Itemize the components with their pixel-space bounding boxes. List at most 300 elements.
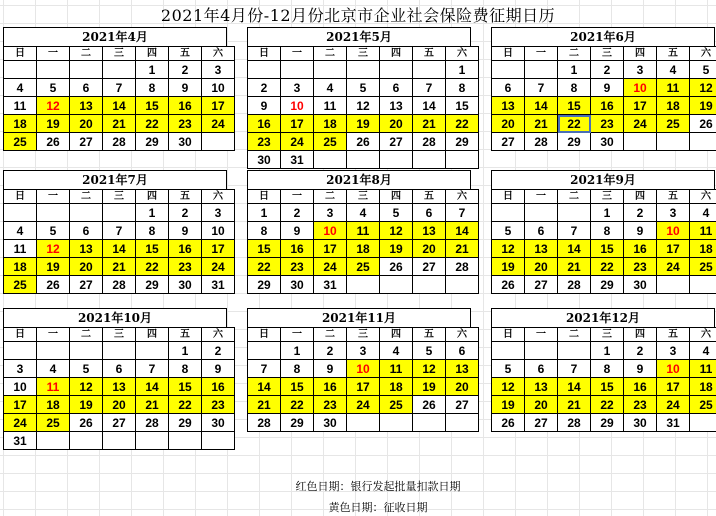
weekday-header: 五 [413,328,446,342]
day-cell[interactable]: 16 [248,115,281,133]
day-cell[interactable]: 15 [281,378,314,396]
day-cell[interactable]: 28 [525,133,558,151]
day-cell[interactable]: 4 [347,204,380,222]
day-cell[interactable]: 19 [347,115,380,133]
day-cell[interactable]: 2 [624,204,657,222]
day-cell[interactable]: 13 [103,378,136,396]
page-title: 2021年4月份-12月份北京市企业社会保险费征期日历 [160,6,556,25]
day-cell[interactable]: 2 [169,61,202,79]
day-cell[interactable]: 15 [591,378,624,396]
day-cell[interactable]: 8 [591,222,624,240]
day-cell[interactable]: 17 [281,115,314,133]
day-cell[interactable]: 23 [281,258,314,276]
day-cell[interactable]: 3 [624,61,657,79]
day-cell[interactable]: 11 [380,360,413,378]
day-cell[interactable]: 19 [413,378,446,396]
day-cell[interactable]: 25 [4,276,37,294]
day-cell[interactable]: 8 [136,222,169,240]
day-cell[interactable]: 11 [4,240,37,258]
day-cell[interactable]: 2 [591,61,624,79]
day-cell[interactable]: 5 [37,222,70,240]
day-cell[interactable]: 19 [492,396,525,414]
day-cell[interactable]: 15 [558,97,591,115]
day-cell[interactable]: 21 [525,115,558,133]
day-cell[interactable]: 12 [70,378,103,396]
day-cell[interactable]: 11 [37,378,70,396]
empty-cell [657,133,690,151]
day-cell[interactable]: 14 [103,240,136,258]
day-cell[interactable]: 18 [314,115,347,133]
day-cell[interactable]: 3 [202,204,235,222]
day-cell[interactable]: 15 [591,240,624,258]
day-cell[interactable]: 24 [624,115,657,133]
day-cell[interactable]: 19 [37,115,70,133]
day-cell[interactable]: 1 [591,342,624,360]
empty-cell [314,151,347,169]
day-cell[interactable]: 4 [690,342,716,360]
day-cell[interactable]: 18 [690,240,716,258]
day-cell[interactable]: 12 [492,240,525,258]
weekday-header: 三 [103,47,136,61]
day-cell[interactable]: 29 [446,133,479,151]
day-cell[interactable]: 20 [70,258,103,276]
day-cell[interactable]: 6 [103,360,136,378]
day-cell[interactable]: 19 [70,396,103,414]
day-cell[interactable]: 14 [446,222,479,240]
day-cell[interactable]: 15 [446,97,479,115]
day-cell[interactable]: 7 [103,222,136,240]
day-cell[interactable]: 25 [347,258,380,276]
day-cell[interactable]: 28 [136,414,169,432]
day-cell[interactable]: 9 [624,360,657,378]
day-cell[interactable]: 26 [347,133,380,151]
day-cell[interactable]: 7 [248,360,281,378]
day-cell[interactable]: 7 [446,204,479,222]
day-cell[interactable]: 21 [136,396,169,414]
day-cell[interactable]: 16 [202,378,235,396]
day-cell[interactable]: 23 [314,396,347,414]
day-cell[interactable]: 19 [37,258,70,276]
day-cell[interactable]: 29 [248,276,281,294]
day-cell[interactable]: 9 [169,79,202,97]
day-cell[interactable]: 9 [169,222,202,240]
day-cell[interactable]: 5 [690,61,716,79]
day-cell[interactable]: 2 [169,204,202,222]
day-cell[interactable]: 7 [525,79,558,97]
day-cell[interactable]: 30 [169,276,202,294]
day-cell[interactable]: 17 [657,378,690,396]
day-cell[interactable]: 20 [103,396,136,414]
day-cell[interactable]: 30 [202,414,235,432]
day-cell[interactable]: 22 [591,258,624,276]
day-cell[interactable]: 24 [347,396,380,414]
month-calendar [3,308,227,450]
day-cell[interactable]: 27 [525,414,558,432]
day-cell[interactable]: 14 [558,378,591,396]
weekday-header: 二 [558,328,591,342]
day-cell[interactable]: 5 [413,342,446,360]
day-cell[interactable]: 11 [314,97,347,115]
day-cell[interactable]: 5 [492,360,525,378]
day-cell[interactable]: 4 [4,79,37,97]
day-cell[interactable]: 15 [136,240,169,258]
day-cell[interactable]: 28 [103,133,136,151]
day-cell[interactable]: 9 [202,360,235,378]
day-cell[interactable]: 31 [657,414,690,432]
day-cell[interactable]: 10 [202,222,235,240]
day-cell[interactable]: 30 [248,151,281,169]
day-cell[interactable]: 8 [248,222,281,240]
empty-cell [4,204,37,222]
day-cell[interactable]: 4 [380,342,413,360]
day-cell[interactable]: 19 [380,240,413,258]
day-cell[interactable]: 16 [591,97,624,115]
day-cell[interactable]: 12 [37,240,70,258]
day-cell[interactable]: 29 [591,276,624,294]
day-cell[interactable]: 30 [591,133,624,151]
day-cell[interactable]: 16 [314,378,347,396]
day-cell[interactable]: 13 [380,97,413,115]
day-cell[interactable]: 13 [525,378,558,396]
day-cell[interactable]: 5 [70,360,103,378]
day-cell[interactable]: 20 [70,115,103,133]
day-cell[interactable]: 6 [446,342,479,360]
day-cell[interactable]: 29 [281,414,314,432]
day-cell[interactable]: 31 [202,276,235,294]
day-cell[interactable]: 27 [70,276,103,294]
day-cell[interactable]: 3 [281,79,314,97]
day-cell[interactable]: 23 [591,115,624,133]
day-cell[interactable]: 27 [492,133,525,151]
day-cell[interactable]: 26 [690,115,716,133]
day-cell[interactable]: 5 [37,79,70,97]
day-cell[interactable]: 22 [136,258,169,276]
day-cell[interactable]: 16 [169,240,202,258]
day-cell[interactable]: 21 [103,115,136,133]
day-cell[interactable]: 12 [380,222,413,240]
day-cell[interactable]: 20 [446,378,479,396]
day-cell[interactable]: 10 [657,360,690,378]
day-cell[interactable]: 26 [492,414,525,432]
day-cell[interactable]: 17 [202,240,235,258]
day-cell[interactable]: 8 [136,79,169,97]
day-cell[interactable]: 18 [37,396,70,414]
day-cell[interactable]: 20 [525,396,558,414]
day-cell[interactable]: 10 [657,222,690,240]
day-cell[interactable]: 3 [4,360,37,378]
day-cell[interactable]: 29 [558,133,591,151]
day-cell[interactable]: 10 [624,79,657,97]
day-cell[interactable]: 1 [446,61,479,79]
day-cell[interactable]: 6 [70,222,103,240]
weekday-header: 六 [690,47,716,61]
day-cell[interactable]: 27 [525,276,558,294]
day-cell[interactable]: 3 [202,61,235,79]
day-cell[interactable]: 16 [624,378,657,396]
day-cell[interactable]: 29 [136,276,169,294]
day-cell[interactable]: 2 [314,342,347,360]
day-cell[interactable]: 18 [347,240,380,258]
day-cell[interactable]: 17 [624,97,657,115]
day-cell[interactable]: 29 [169,414,202,432]
day-cell[interactable]: 25 [657,115,690,133]
day-cell[interactable]: 20 [380,115,413,133]
day-cell[interactable]: 31 [314,276,347,294]
month-title: 2021年4月 [3,27,227,46]
day-cell[interactable]: 25 [690,396,716,414]
day-cell[interactable]: 14 [525,97,558,115]
day-cell[interactable]: 11 [690,360,716,378]
day-cell[interactable]: 14 [248,378,281,396]
day-cell[interactable]: 1 [136,204,169,222]
day-cell[interactable]: 3 [347,342,380,360]
day-cell[interactable]: 11 [347,222,380,240]
day-cell[interactable]: 30 [314,414,347,432]
day-cell[interactable]: 6 [525,222,558,240]
day-cell[interactable]: 2 [281,204,314,222]
day-cell[interactable]: 25 [314,133,347,151]
day-cell[interactable]: 21 [558,258,591,276]
day-cell[interactable]: 6 [380,79,413,97]
day-cell[interactable]: 2 [248,79,281,97]
day-cell[interactable]: 31 [281,151,314,169]
day-cell[interactable]: 27 [446,396,479,414]
day-cell[interactable]: 12 [492,378,525,396]
day-cell[interactable]: 16 [624,240,657,258]
day-cell[interactable]: 3 [657,342,690,360]
day-cell[interactable]: 2 [202,342,235,360]
day-cell[interactable]: 24 [657,258,690,276]
day-cell[interactable]: 22 [591,396,624,414]
day-cell[interactable]: 30 [624,276,657,294]
month-table [491,46,716,151]
day-cell[interactable]: 4 [657,61,690,79]
day-cell[interactable]: 4 [314,79,347,97]
day-cell[interactable]: 13 [70,240,103,258]
day-cell[interactable]: 23 [169,258,202,276]
weekday-header: 五 [169,190,202,204]
day-cell[interactable]: 17 [4,396,37,414]
day-cell[interactable]: 9 [591,79,624,97]
month-title: 2021年11月 [247,308,471,327]
day-cell[interactable]: 19 [690,97,716,115]
day-cell[interactable]: 5 [492,222,525,240]
empty-cell [413,61,446,79]
day-cell[interactable]: 21 [103,258,136,276]
day-cell[interactable]: 18 [4,258,37,276]
day-cell[interactable]: 26 [413,396,446,414]
weekday-header: 五 [657,47,690,61]
day-cell[interactable]: 8 [446,79,479,97]
day-cell[interactable]: 16 [281,240,314,258]
day-cell[interactable]: 13 [492,97,525,115]
day-cell[interactable]: 10 [202,79,235,97]
day-cell[interactable]: 22 [169,396,202,414]
day-cell[interactable]: 17 [657,240,690,258]
day-cell[interactable]: 10 [281,97,314,115]
day-cell[interactable]: 20 [492,115,525,133]
day-cell[interactable]: 11 [690,222,716,240]
day-cell[interactable]: 14 [558,240,591,258]
day-cell[interactable]: 18 [690,378,716,396]
day-cell[interactable]: 4 [690,204,716,222]
day-cell[interactable]: 17 [314,240,347,258]
day-cell[interactable]: 7 [413,79,446,97]
day-cell[interactable]: 24 [314,258,347,276]
day-cell[interactable]: 21 [413,115,446,133]
day-cell[interactable]: 26 [380,258,413,276]
day-cell[interactable]: 13 [525,240,558,258]
day-cell[interactable]: 28 [103,276,136,294]
day-cell[interactable]: 23 [202,396,235,414]
empty-cell [248,61,281,79]
day-cell[interactable]: 28 [558,414,591,432]
day-cell[interactable]: 24 [657,396,690,414]
day-cell[interactable]: 23 [624,396,657,414]
day-cell[interactable]: 17 [202,97,235,115]
day-cell[interactable]: 28 [446,258,479,276]
day-cell[interactable]: 7 [103,79,136,97]
day-cell[interactable]: 22 [281,396,314,414]
day-cell[interactable]: 6 [492,79,525,97]
day-cell[interactable]: 1 [136,61,169,79]
day-cell[interactable]: 12 [347,97,380,115]
day-cell[interactable]: 21 [446,240,479,258]
day-cell[interactable]: 22 [136,115,169,133]
day-cell[interactable]: 10 [4,378,37,396]
day-cell[interactable]: 1 [281,342,314,360]
day-cell[interactable]: 1 [248,204,281,222]
weekday-header: 日 [248,190,281,204]
day-cell[interactable]: 21 [558,396,591,414]
day-cell[interactable]: 11 [4,97,37,115]
day-cell[interactable]: 3 [657,204,690,222]
day-cell[interactable]: 4 [37,360,70,378]
day-cell[interactable]: 1 [591,204,624,222]
day-cell[interactable]: 8 [281,360,314,378]
day-cell[interactable]: 22 [558,115,591,133]
day-cell[interactable]: 11 [657,79,690,97]
day-cell[interactable]: 24 [281,133,314,151]
day-cell[interactable]: 13 [446,360,479,378]
day-cell[interactable]: 3 [314,204,347,222]
day-cell[interactable]: 25 [4,133,37,151]
day-cell[interactable]: 22 [446,115,479,133]
day-cell[interactable]: 21 [248,396,281,414]
weekday-header: 六 [446,328,479,342]
day-cell[interactable]: 23 [248,133,281,151]
day-cell[interactable]: 6 [525,360,558,378]
day-cell[interactable]: 26 [37,133,70,151]
day-cell[interactable]: 4 [4,222,37,240]
day-cell[interactable]: 9 [281,222,314,240]
day-cell[interactable]: 8 [558,79,591,97]
day-cell[interactable]: 26 [37,276,70,294]
day-cell[interactable]: 7 [136,360,169,378]
day-cell[interactable]: 12 [413,360,446,378]
day-cell[interactable]: 10 [314,222,347,240]
day-cell[interactable]: 14 [103,97,136,115]
day-cell[interactable]: 19 [492,258,525,276]
day-cell[interactable]: 25 [37,414,70,432]
day-cell[interactable]: 12 [690,79,716,97]
day-cell[interactable]: 7 [558,222,591,240]
day-cell[interactable]: 18 [380,378,413,396]
day-cell[interactable]: 7 [558,360,591,378]
day-cell[interactable]: 8 [591,360,624,378]
day-cell[interactable]: 31 [4,432,37,450]
day-cell[interactable]: 2 [624,342,657,360]
day-cell[interactable]: 28 [558,276,591,294]
day-cell[interactable]: 25 [690,258,716,276]
day-cell[interactable]: 17 [347,378,380,396]
day-cell[interactable]: 10 [347,360,380,378]
day-cell[interactable]: 1 [558,61,591,79]
day-cell[interactable]: 12 [37,97,70,115]
day-cell[interactable]: 13 [413,222,446,240]
day-cell[interactable]: 5 [380,204,413,222]
day-cell[interactable]: 5 [347,79,380,97]
day-cell[interactable]: 1 [169,342,202,360]
day-cell[interactable]: 16 [169,97,202,115]
day-cell[interactable]: 14 [413,97,446,115]
legend-red: 红色日期：银行发起批量扣款日期 [295,481,461,493]
day-cell[interactable]: 24 [202,258,235,276]
empty-cell [37,61,70,79]
day-cell[interactable]: 24 [4,414,37,432]
day-cell[interactable]: 26 [70,414,103,432]
day-cell[interactable]: 25 [380,396,413,414]
day-cell[interactable]: 9 [624,222,657,240]
day-cell[interactable]: 27 [103,414,136,432]
day-cell[interactable]: 9 [314,360,347,378]
day-cell[interactable]: 15 [136,97,169,115]
day-cell[interactable]: 28 [248,414,281,432]
day-cell[interactable]: 13 [70,97,103,115]
day-cell[interactable]: 23 [624,258,657,276]
day-cell[interactable]: 14 [136,378,169,396]
day-cell[interactable]: 15 [248,240,281,258]
day-cell[interactable]: 30 [624,414,657,432]
empty-cell [70,204,103,222]
empty-cell [525,342,558,360]
day-cell[interactable]: 18 [4,115,37,133]
empty-cell [413,151,446,169]
empty-cell [525,204,558,222]
day-cell[interactable]: 29 [136,133,169,151]
day-cell[interactable]: 23 [169,115,202,133]
day-cell[interactable]: 8 [169,360,202,378]
day-cell[interactable]: 20 [413,240,446,258]
weekday-header: 三 [103,190,136,204]
day-cell[interactable]: 9 [248,97,281,115]
day-cell[interactable]: 24 [202,115,235,133]
day-cell[interactable]: 30 [281,276,314,294]
day-cell[interactable]: 30 [169,133,202,151]
day-cell[interactable]: 27 [380,133,413,151]
day-cell[interactable]: 29 [591,414,624,432]
day-cell[interactable]: 27 [413,258,446,276]
day-cell[interactable]: 6 [413,204,446,222]
day-cell[interactable]: 18 [657,97,690,115]
day-cell[interactable]: 20 [525,258,558,276]
day-cell[interactable]: 28 [413,133,446,151]
day-cell[interactable]: 26 [492,276,525,294]
day-cell[interactable]: 22 [248,258,281,276]
day-cell[interactable]: 15 [169,378,202,396]
day-cell[interactable]: 6 [70,79,103,97]
day-cell[interactable]: 27 [70,133,103,151]
